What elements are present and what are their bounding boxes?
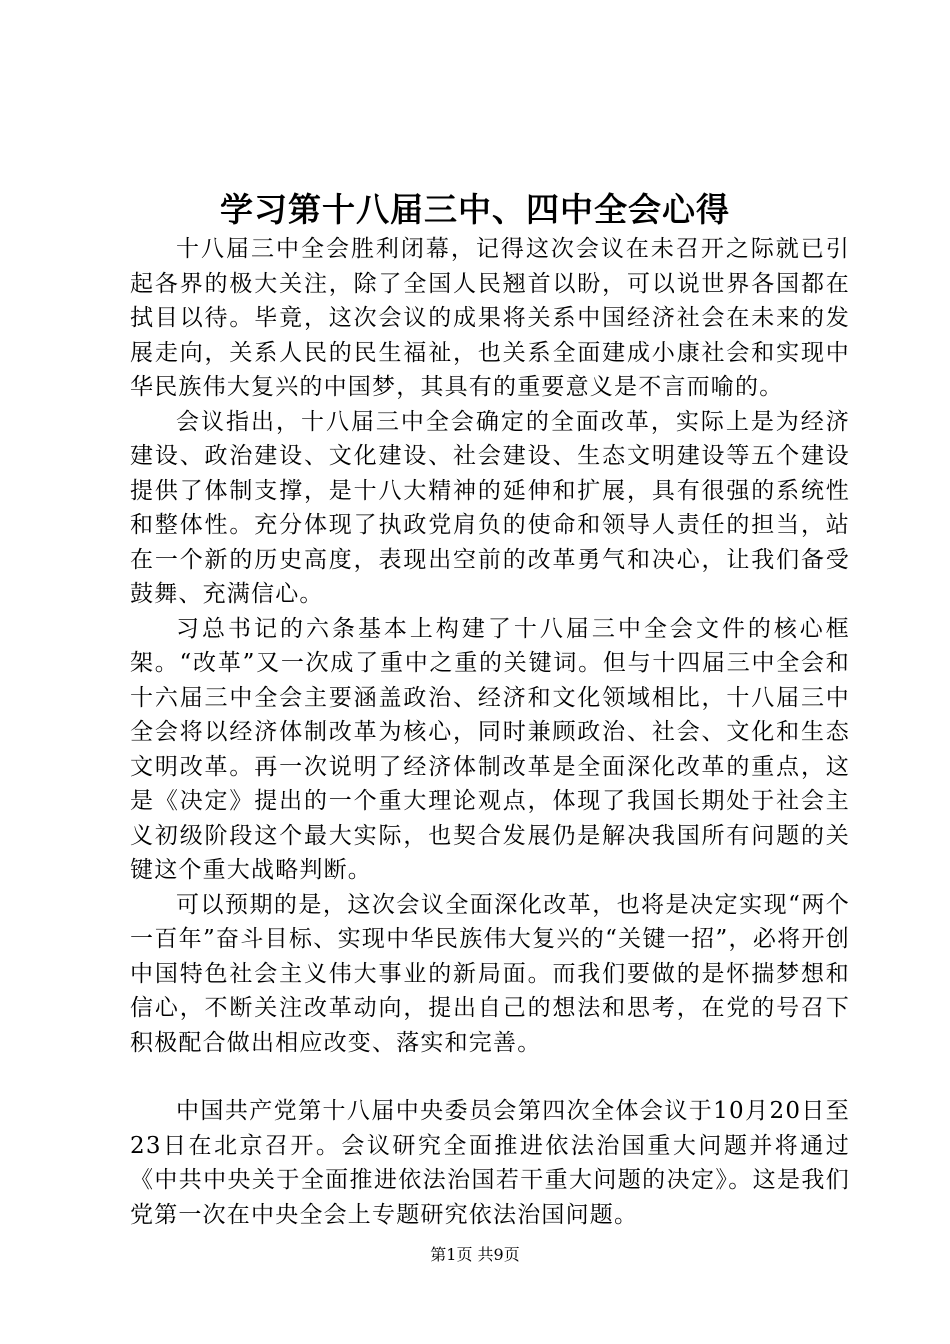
paragraph-2: 会议指出，十八届三中全会确定的全面改革，实际上是为经济建设、政治建设、文化建设、社会建设、生态文明建设等五个建设提供了体制支撑，是十八大精神的延伸和扩展，具有很强的系统性和整体性。充分体现了执政党肩负的使命和领导人责任的担当，站在一个新的历史高度，表现出空前的改革勇气和决心，让我们备受鼓舞、充满信心。 (130, 408, 850, 607)
document-body (130, 232, 850, 1232)
paragraph-5: 中国共产党第十八届中央委员会第四次全体会议于10月20日至23日在北京召开。会议研究全面推进依法治国重大问题并将通过《中共中央关于全面推进依法治国若干重大问题的决定》。这是我们党第一次在中央全会上专题研究依法治国问题。 (130, 1098, 850, 1228)
paragraph-3: 习总书记的六条基本上构建了十八届三中全会文件的核心框架。“改革”又一次成了重中之重的关键词。但与十四届三中全会和十六届三中全会主要涵盖政治、经济和文化领域相比，十八届三中全会将以经济体制改革为核心，同时兼顾政治、社会、文化和生态文明改革。再一次说明了经济体制改革是全面深化改革的重点，这是《决定》提出的一个重大理论观点，体现了我国长期处于社会主义初级阶段这个最大实际，也契合发展仍是解决我国所有问题的关键这个重大战略判断。 (130, 615, 850, 883)
document-title: 学习第十八届三中、四中全会心得 (220, 190, 730, 229)
page-number-footer: 第1页 共9页 (430, 1245, 520, 1264)
paragraph-4: 可以预期的是，这次会议全面深化改革，也将是决定实现“两个一百年”奋斗目标、实现中华民族伟大复兴的“关键一招”，必将开创中国特色社会主义伟大事业的新局面。而我们要做的是怀揣梦想和信心，不断关注改革动向，提出自己的想法和思考，在党的号召下积极配合做出相应改变、落实和完善。 (130, 891, 850, 1056)
paragraph-1: 十八届三中全会胜利闭幕，记得这次会议在未召开之际就已引起各界的极大关注，除了全国人民翘首以盼，可以说世界各国都在拭目以待。毕竟，这次会议的成果将关系中国经济社会在未来的发展走向，关系人民的民生福祉，也关系全面建成小康社会和实现中华民族伟大复兴的中国梦，其具有的重要意义是不言而喻的。 (130, 236, 850, 400)
